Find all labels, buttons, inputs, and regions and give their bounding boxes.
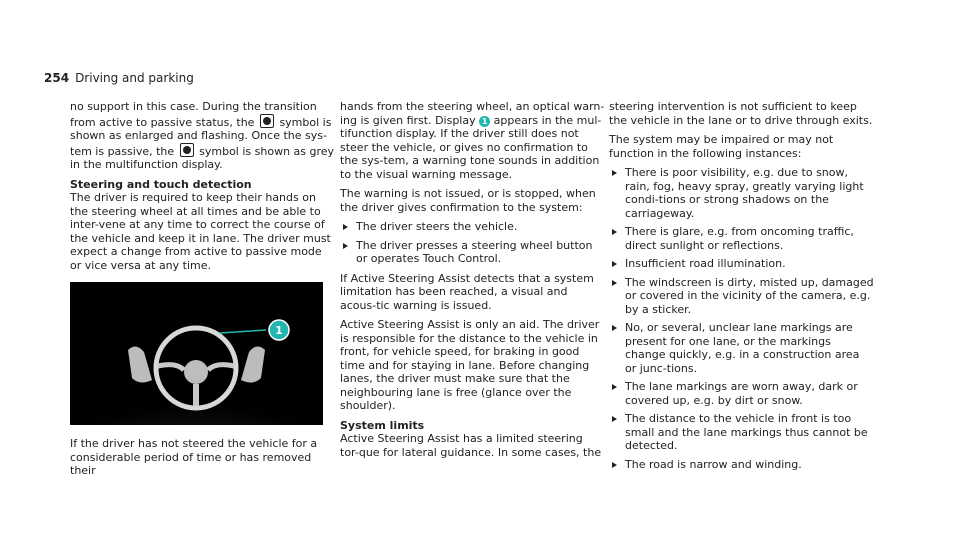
paragraph: If the driver has not steered the vehicle for a considerable period of time or has removed their [70,437,318,477]
section-heading: System limits [340,418,425,432]
list-item: The driver steers the vehicle. [340,220,605,234]
text: no support in this case. During the transition from active to passive status, the [70,100,317,129]
page-number: 254 [44,71,70,85]
column-3 [609,100,874,477]
paragraph [70,100,335,172]
list-item: No, or several, unclear lane markings are present for one lane, or the markings change quickly, e.g. in a construction area or junc-tions. [609,321,874,375]
paragraph: The driver is required to keep their hands on the steering wheel at all times and be able to inter-vene at any time to correct the course of the vehicle and keep it in lane. The driver must expect a change from active to passive mode or vice versa at any time. [70,191,331,272]
section-title: Driving and parking [75,71,194,85]
page-header [44,71,194,86]
paragraph: Active Steering Assist is only an aid. The driver is responsible for the distance to the vehicle in front, for vehicle speed, for braking in good time and for staying in lane. Before changing lanes, the driver must make sure that the neighbouring lane is free (glance over the shoulder). [340,318,600,412]
column-2 [340,100,605,465]
steering-wheel-figure [70,282,323,425]
paragraph: Active Steering Assist has a limited steering tor-que for lateral guidance. In some cases, the [340,432,602,459]
paragraph: If Active Steering Assist detects that a system limitation has been reached, a visual and acous-tic warning is issued. [340,271,594,312]
list-item: The windscreen is dirty, misted up, damaged or covered in the vicinity of the camera, e.g. by a sticker. [609,276,874,317]
list-item: The road is narrow and winding. [609,458,874,472]
bullet-list [340,220,605,266]
text: appears in the mul-tifunction display. If the driver still does not steer the vehicle, or gives no confirmation to the sys-tem, a warning tone sounds in addition to the visual warning message. [340,113,602,181]
text: hands from the steering wheel, an optical warn-ing is given first. Display [340,100,605,127]
bullet-list [609,166,874,471]
paragraph: steering intervention is not sufficient to keep the vehicle in the lane or to drive through exits. [609,100,873,127]
list-item: There is glare, e.g. from oncoming traffic, direct sunlight or reflections. [609,225,874,252]
list-item: The driver presses a steering wheel button or operates Touch Control. [340,239,605,266]
column-1 [70,100,335,484]
figure-callout: 1 [275,324,283,337]
list-item: The distance to the vehicle in front is too small and the lane markings thus cannot be detected. [609,412,874,453]
text: symbol is shown as enlarged and flashing. Once the sys-tem is passive, the [70,115,332,158]
list-item: The lane markings are worn away, dark or covered up, e.g. by dirt or snow. [609,380,874,407]
list-item: There is poor visibility, e.g. due to snow, rain, fog, heavy spray, greatly varying light condi-tions or strong shadows on the carriageway. [609,166,874,220]
text: symbol is shown as grey in the multifunction display. [70,144,335,171]
steering-assist-icon [180,143,194,157]
paragraph: The system may be impaired or may not function in the following instances: [609,133,834,160]
section-heading: Steering and touch detection [70,177,252,191]
steering-assist-icon [260,114,274,128]
callout-badge: 1 [479,116,490,127]
paragraph: The warning is not issued, or is stopped, when the driver gives confirmation to the system: [340,187,596,214]
list-item: Insufficient road illumination. [609,257,874,271]
paragraph [340,100,605,181]
steering-wheel-illustration [70,282,323,425]
